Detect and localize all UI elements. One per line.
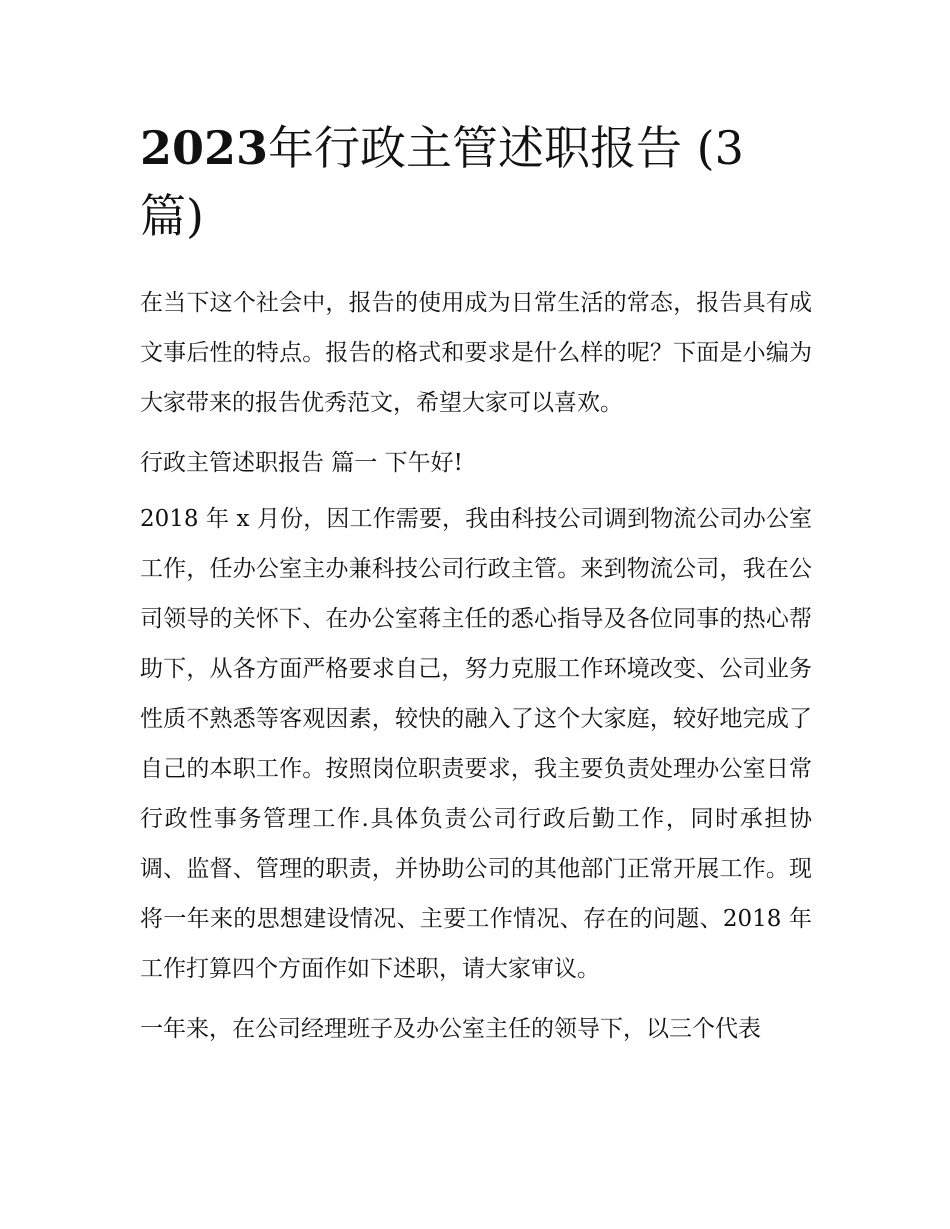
section-heading-paragraph: 行政主管述职报告 篇一 下午好! <box>140 450 463 476</box>
title-year: 2023 <box>140 121 269 175</box>
document-body <box>140 278 812 1054</box>
body-paragraph: 2018 年 x 月份，因工作需要，我由科技公司调到物流公司办公室工作，任办公室主办兼科技公司行政主管。来到物流公司，我在公司领导的关怀下、在办公室蒋主任的悉心指导及各位同事的热心帮助下，从各方面严格要求自己，努力克服工作环境改变、公司业务性质不熟悉等客观因素，较快的融入了这个大家庭，较好地完成了自己的本职工作。按照岗位职责要求，我主要负责处理办公室日常行政性事务管理工作.具体负责公司行政后勤工作，同时承担协调、监督、管理的职责，并协助公司的其他部门正常开展工作。现将一年来的思想建设情况、主要工作情况、存在的问题、2018 年工作打算四个方面作如下述职，请大家审议。 <box>140 506 812 982</box>
document-title <box>140 114 812 250</box>
intro-paragraph: 在当下这个社会中，报告的使用成为日常生活的常态，报告具有成文事后性的特点。报告的格式和要求是什么样的呢？下面是小编为大家带来的报告优秀范文，希望大家可以喜欢。 <box>140 290 812 416</box>
body-paragraph-continued: 一年来，在公司经理班子及办公室主任的领导下，以三个代表 <box>140 1016 761 1042</box>
title-text: 年行政主管述职报告 (3 篇) <box>140 121 744 243</box>
document-content <box>140 114 812 1064</box>
